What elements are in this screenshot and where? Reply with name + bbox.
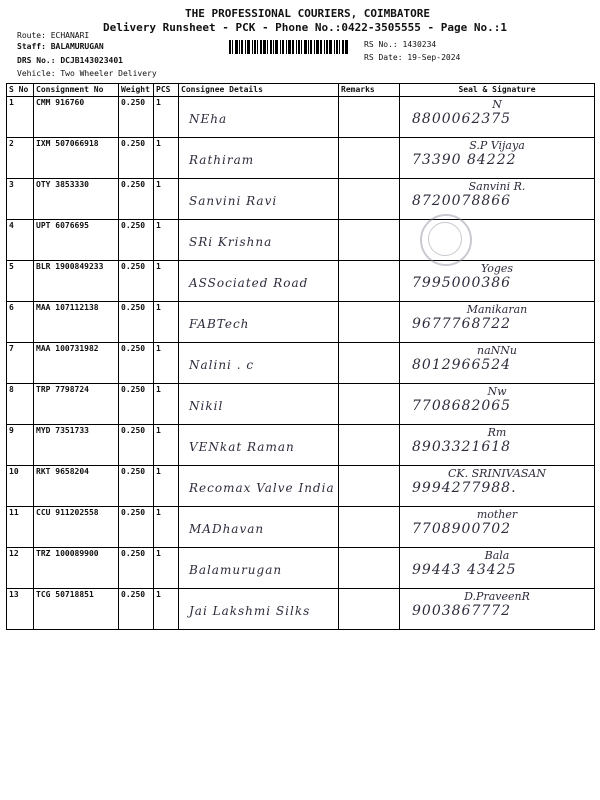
cell-remarks [339,548,400,589]
consignee-name: Nikil [189,399,224,413]
cell-weight: 0.250 [119,97,154,138]
cell-weight: 0.250 [119,261,154,302]
cell-sno: 9 [7,425,34,466]
cell-consignment: CMM 916760 [34,97,119,138]
cell-seal-signature [400,425,595,466]
cell-weight: 0.250 [119,343,154,384]
cell-pcs: 1 [154,507,179,548]
cell-seal-signature [400,507,595,548]
cell-seal-signature [400,261,595,302]
cell-seal-signature [400,220,595,261]
cell-consignment: TCG 50718851 [34,589,119,630]
cell-consignee [179,97,339,138]
table-row [7,179,595,220]
receiver-phone: 9003867772 [412,603,512,619]
consignee-name: VENkat Raman [189,440,295,454]
cell-remarks [339,466,400,507]
cell-consignee [179,466,339,507]
table-row [7,343,595,384]
vehicle-label: Vehicle: Two Wheeler Delivery [17,69,157,78]
cell-remarks [339,179,400,220]
receiver-phone: 7708900702 [412,521,512,537]
table-row [7,384,595,425]
barcode [229,40,359,54]
cell-consignment: MAA 107112138 [34,302,119,343]
cell-sno: 3 [7,179,34,220]
drs-number: DRS No.: DCJB143023401 [17,56,123,65]
header-sno: S No [7,84,34,97]
table-row [7,261,595,302]
cell-seal-signature [400,548,595,589]
cell-weight: 0.250 [119,302,154,343]
header-remarks: Remarks [339,84,400,97]
receiver-phone: 8903321618 [412,439,512,455]
consignee-name: MADhavan [189,522,265,536]
cell-pcs: 1 [154,343,179,384]
cell-pcs: 1 [154,97,179,138]
runsheet-table [6,83,595,630]
cell-consignee [179,343,339,384]
cell-consignment: CCU 911202558 [34,507,119,548]
cell-pcs: 1 [154,179,179,220]
cell-weight: 0.250 [119,589,154,630]
cell-remarks [339,97,400,138]
cell-pcs: 1 [154,548,179,589]
staff-label: Staff: BALAMURUGAN [17,42,104,51]
cell-consignee [179,302,339,343]
receiver-phone: 7708682065 [412,398,512,414]
signature: Rm [487,426,507,439]
cell-pcs: 1 [154,261,179,302]
cell-weight: 0.250 [119,425,154,466]
cell-consignee [179,507,339,548]
route-label: Route: ECHANARI [17,31,90,40]
cell-sno: 7 [7,343,34,384]
table-row [7,425,595,466]
table-row [7,589,595,630]
cell-consignment: UPT 6076695 [34,220,119,261]
cell-consignment: BLR 1900849233 [34,261,119,302]
cell-consignment: MYD 7351733 [34,425,119,466]
cell-consignment: MAA 100731982 [34,343,119,384]
cell-sno: 1 [7,97,34,138]
signature: Nw [487,385,507,398]
cell-sno: 11 [7,507,34,548]
cell-seal-signature [400,466,595,507]
cell-remarks [339,138,400,179]
receiver-phone: 8800062375 [412,111,512,127]
table-body [7,97,595,630]
company-seal-stamp [420,214,472,266]
cell-seal-signature [400,589,595,630]
table-header-row [7,84,595,97]
consignee-name: Rathiram [189,153,255,167]
cell-remarks [339,220,400,261]
cell-remarks [339,261,400,302]
cell-weight: 0.250 [119,384,154,425]
header-seal: Seal & Signature [400,84,595,97]
signature: Yoges [480,262,514,275]
rs-number: RS No.: 1430234 [364,40,437,49]
signature: Sanvini R. [468,180,526,193]
table-row [7,97,595,138]
rs-date: RS Date: 19-Sep-2024 [364,53,461,62]
cell-pcs: 1 [154,425,179,466]
cell-weight: 0.250 [119,138,154,179]
cell-consignee [179,425,339,466]
receiver-phone: 99443 43425 [412,562,517,578]
signature: Bala [484,549,510,562]
signature: Manikaran [466,303,528,316]
cell-remarks [339,384,400,425]
company-name: THE PROFESSIONAL COURIERS, COIMBATORE [185,7,431,20]
cell-sno: 2 [7,138,34,179]
consignee-name: SRi Krishna [189,235,273,249]
cell-weight: 0.250 [119,466,154,507]
cell-consignment: TRP 7798724 [34,384,119,425]
consignee-name: Sanvini Ravi [189,194,278,208]
cell-sno: 12 [7,548,34,589]
cell-sno: 10 [7,466,34,507]
cell-consignee [179,179,339,220]
runsheet-title: Delivery Runsheet - PCK - Phone No.:0422-3505555 - Page No.:1 [103,21,507,34]
consignee-name: Recomax Valve India [189,481,335,495]
cell-seal-signature [400,138,595,179]
cell-remarks [339,507,400,548]
receiver-phone: 9677768722 [412,316,512,332]
cell-pcs: 1 [154,302,179,343]
header-consignee: Consignee Details [179,84,339,97]
cell-sno: 13 [7,589,34,630]
consignee-name: ASSociated Road [189,276,309,290]
consignee-name: Jai Lakshmi Silks [189,604,311,618]
cell-consignment: RKT 9658204 [34,466,119,507]
cell-sno: 4 [7,220,34,261]
table-row [7,220,595,261]
signature: mother [476,508,518,521]
cell-seal-signature [400,97,595,138]
cell-consignee [179,384,339,425]
cell-weight: 0.250 [119,507,154,548]
cell-sno: 5 [7,261,34,302]
consignee-name: NEha [189,112,228,126]
table-row [7,548,595,589]
cell-sno: 6 [7,302,34,343]
cell-seal-signature [400,302,595,343]
cell-remarks [339,343,400,384]
cell-pcs: 1 [154,138,179,179]
cell-consignee [179,548,339,589]
table-row [7,466,595,507]
cell-sno: 8 [7,384,34,425]
table-row [7,507,595,548]
cell-weight: 0.250 [119,548,154,589]
cell-consignee [179,589,339,630]
table-row [7,138,595,179]
cell-seal-signature [400,179,595,220]
table-row [7,302,595,343]
header-pcs: PCS [154,84,179,97]
cell-consignee [179,261,339,302]
consignee-name: Balamurugan [189,563,283,577]
cell-pcs: 1 [154,220,179,261]
cell-pcs: 1 [154,384,179,425]
cell-seal-signature [400,384,595,425]
receiver-phone: 8012966524 [412,357,512,373]
cell-pcs: 1 [154,589,179,630]
receiver-phone: 8720078866 [412,193,512,209]
cell-consignment: IXM 507066918 [34,138,119,179]
cell-remarks [339,425,400,466]
cell-seal-signature [400,343,595,384]
cell-weight: 0.250 [119,220,154,261]
receiver-phone: 9994277988. [412,480,517,496]
cell-pcs: 1 [154,466,179,507]
signature: naNNu [477,344,517,357]
signature: CK. SRINIVASAN [447,467,546,480]
cell-remarks [339,589,400,630]
cell-weight: 0.250 [119,179,154,220]
consignee-name: FABTech [189,317,250,331]
signature: D.PraveenR [464,590,530,603]
signature: S.P Vijaya [469,139,525,152]
consignee-name: Nalini . c [189,358,255,372]
cell-consignment: TRZ 100089900 [34,548,119,589]
header-consignment: Consignment No [34,84,119,97]
header-weight: Weight [119,84,154,97]
cell-consignment: OTY 3853330 [34,179,119,220]
receiver-phone: 73390 84222 [412,152,517,168]
cell-consignee [179,138,339,179]
cell-consignee [179,220,339,261]
cell-remarks [339,302,400,343]
receiver-phone: 7995000386 [412,275,512,291]
signature: N [492,98,502,111]
